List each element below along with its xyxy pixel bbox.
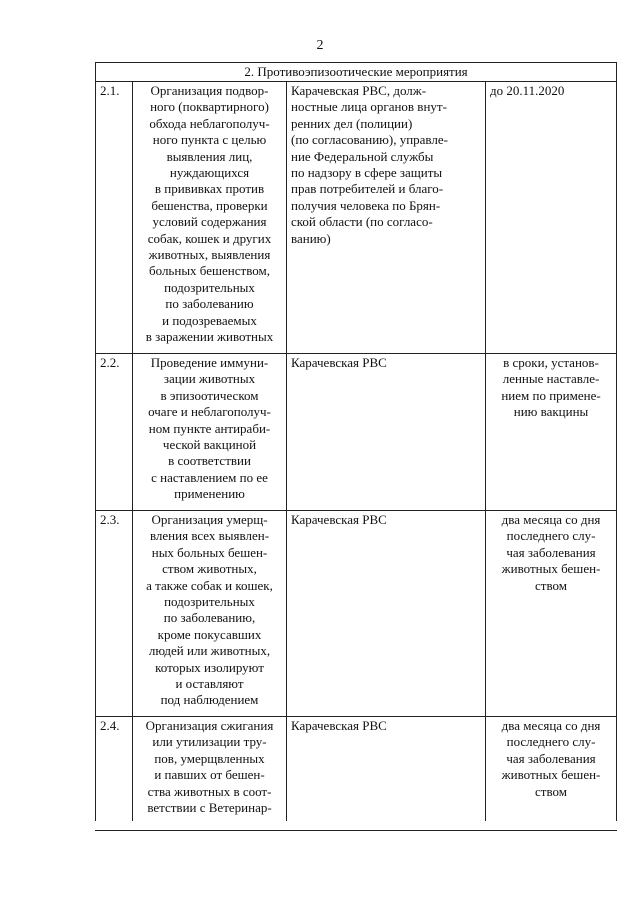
item-number: 2.4.: [96, 717, 133, 822]
measures-table: [95, 62, 617, 821]
measure-text: Организация умерщ- вления всех выявлен- ных больных бешен- ством животных, а также собак и кошек, подозрительных по заболеванию, кроме покусавших людей или животных, которых изолируют и оставляют под наблюдением: [133, 511, 287, 717]
executor-text: Карачевская РВС: [287, 354, 486, 511]
executor-text: Карачевская РВС, долж- ностные лица органов внут- ренних дел (полиции) (по согласованию), управле- ние Федеральной службы по надзору в сфере защиты прав потребителей и благо- получия человека по Брян- ской области (по согласо- ванию): [287, 82, 486, 354]
section-header-row: [96, 63, 617, 82]
measure-text: Проведение иммуни- зации животных в эпизоотическом очаге и неблагополуч- ном пункте антираби- ческой вакциной в соответствии с наставлением по ее применению: [133, 354, 287, 511]
deadline-text: два месяца со дня последнего слу- чая заболевания животных бешен- ством: [486, 717, 617, 822]
deadline-text: в сроки, установ- ленные наставле- нием по примене- нию вакцины: [486, 354, 617, 511]
table-bottom-edge: [95, 830, 617, 831]
executor-text: Карачевская РВС: [287, 511, 486, 717]
page-number: 2: [316, 38, 324, 53]
measure-text: Организация подвор- ного (поквартирного) обхода неблагополуч- ного пункта с целью выявления лиц, нуждающихся в прививках против бешенства, проверки условий содержания собак, кошек и других животных, выявления больных бешенством, подозрительных по заболеванию и подозреваемых в заражении животных: [133, 82, 287, 354]
section-title: 2. Противоэпизоотические мероприятия: [96, 63, 617, 82]
item-number: 2.2.: [96, 354, 133, 511]
measure-text: Организация сжигания или утилизации тру- пов, умерщвленных и павших от бешен- ства животных в соот- ветствии с Ветеринар-: [133, 717, 287, 822]
table-row: [96, 511, 617, 717]
table-row: [96, 354, 617, 511]
table-row: [96, 717, 617, 822]
executor-text: Карачевская РВС: [287, 717, 486, 822]
item-number: 2.1.: [96, 82, 133, 354]
item-number: 2.3.: [96, 511, 133, 717]
deadline-text: два месяца со дня последнего слу- чая заболевания животных бешен- ством: [486, 511, 617, 717]
table-row: [96, 82, 617, 354]
deadline-text: до 20.11.2020: [486, 82, 617, 354]
